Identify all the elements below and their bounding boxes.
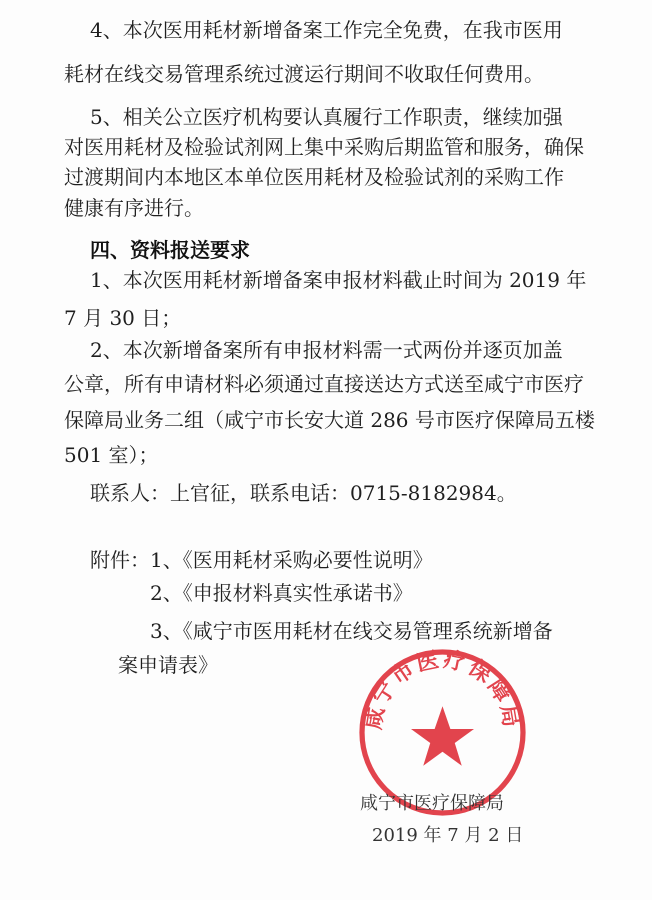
- paragraph-item5-line1: 5、相关公立医疗机构要认真履行工作职责，继续加强: [90, 105, 563, 129]
- requirement-2-line4: 501 室）；: [64, 443, 159, 467]
- requirement-1-line1: 1、本次医用耗材新增备案申报材料截止时间为 2019 年: [90, 268, 587, 292]
- seal-star: [411, 706, 474, 766]
- requirement-2-line1: 2、本次新增备案所有申报材料需一式两份并逐页加盖: [90, 338, 563, 362]
- requirement-1-line2: 7 月 30 日；: [64, 306, 182, 330]
- paragraph-item5-line3: 过渡期间内本地区本单位医用耗材及检验试剂的采购工作: [64, 165, 564, 189]
- section-heading: 四、资料报送要求: [90, 238, 250, 262]
- signature-date: 2019 年 7 月 2 日: [372, 825, 524, 846]
- signature-organization: 咸宁市医疗保障局: [360, 793, 504, 814]
- attachment-2: 2、《申报材料真实性承诺书》: [150, 581, 413, 605]
- attachment-3-line2: 案申请表》: [118, 653, 218, 677]
- attachment-3-line1: 3、《咸宁市医用耗材在线交易管理系统新增备: [150, 619, 553, 643]
- paragraph-item4-line1: 4、本次医用耗材新增备案工作完全免费，在我市医用: [90, 18, 563, 42]
- paragraph-item4-line2: 耗材在线交易管理系统过渡运行期间不收取任何费用。: [64, 62, 544, 86]
- paragraph-item5-line2: 对医用耗材及检验试剂网上集中采购后期监管和服务，确保: [64, 135, 584, 159]
- requirement-2-line3: 保障局业务二组（咸宁市长安大道 286 号市医疗保障局五楼: [64, 408, 595, 432]
- seal-text: 咸宁市医疗保障局: [360, 646, 525, 732]
- paragraph-item5-line4: 健康有序进行。: [64, 196, 204, 220]
- attachment-1: 附件：1、《医用耗材采购必要性说明》: [90, 548, 433, 572]
- requirement-2-line2: 公章，所有申请材料必须通过直接送达方式送至咸宁市医疗: [64, 372, 584, 396]
- contact-line: 联系人：上官征，联系电话：0715-8182984。: [90, 481, 517, 505]
